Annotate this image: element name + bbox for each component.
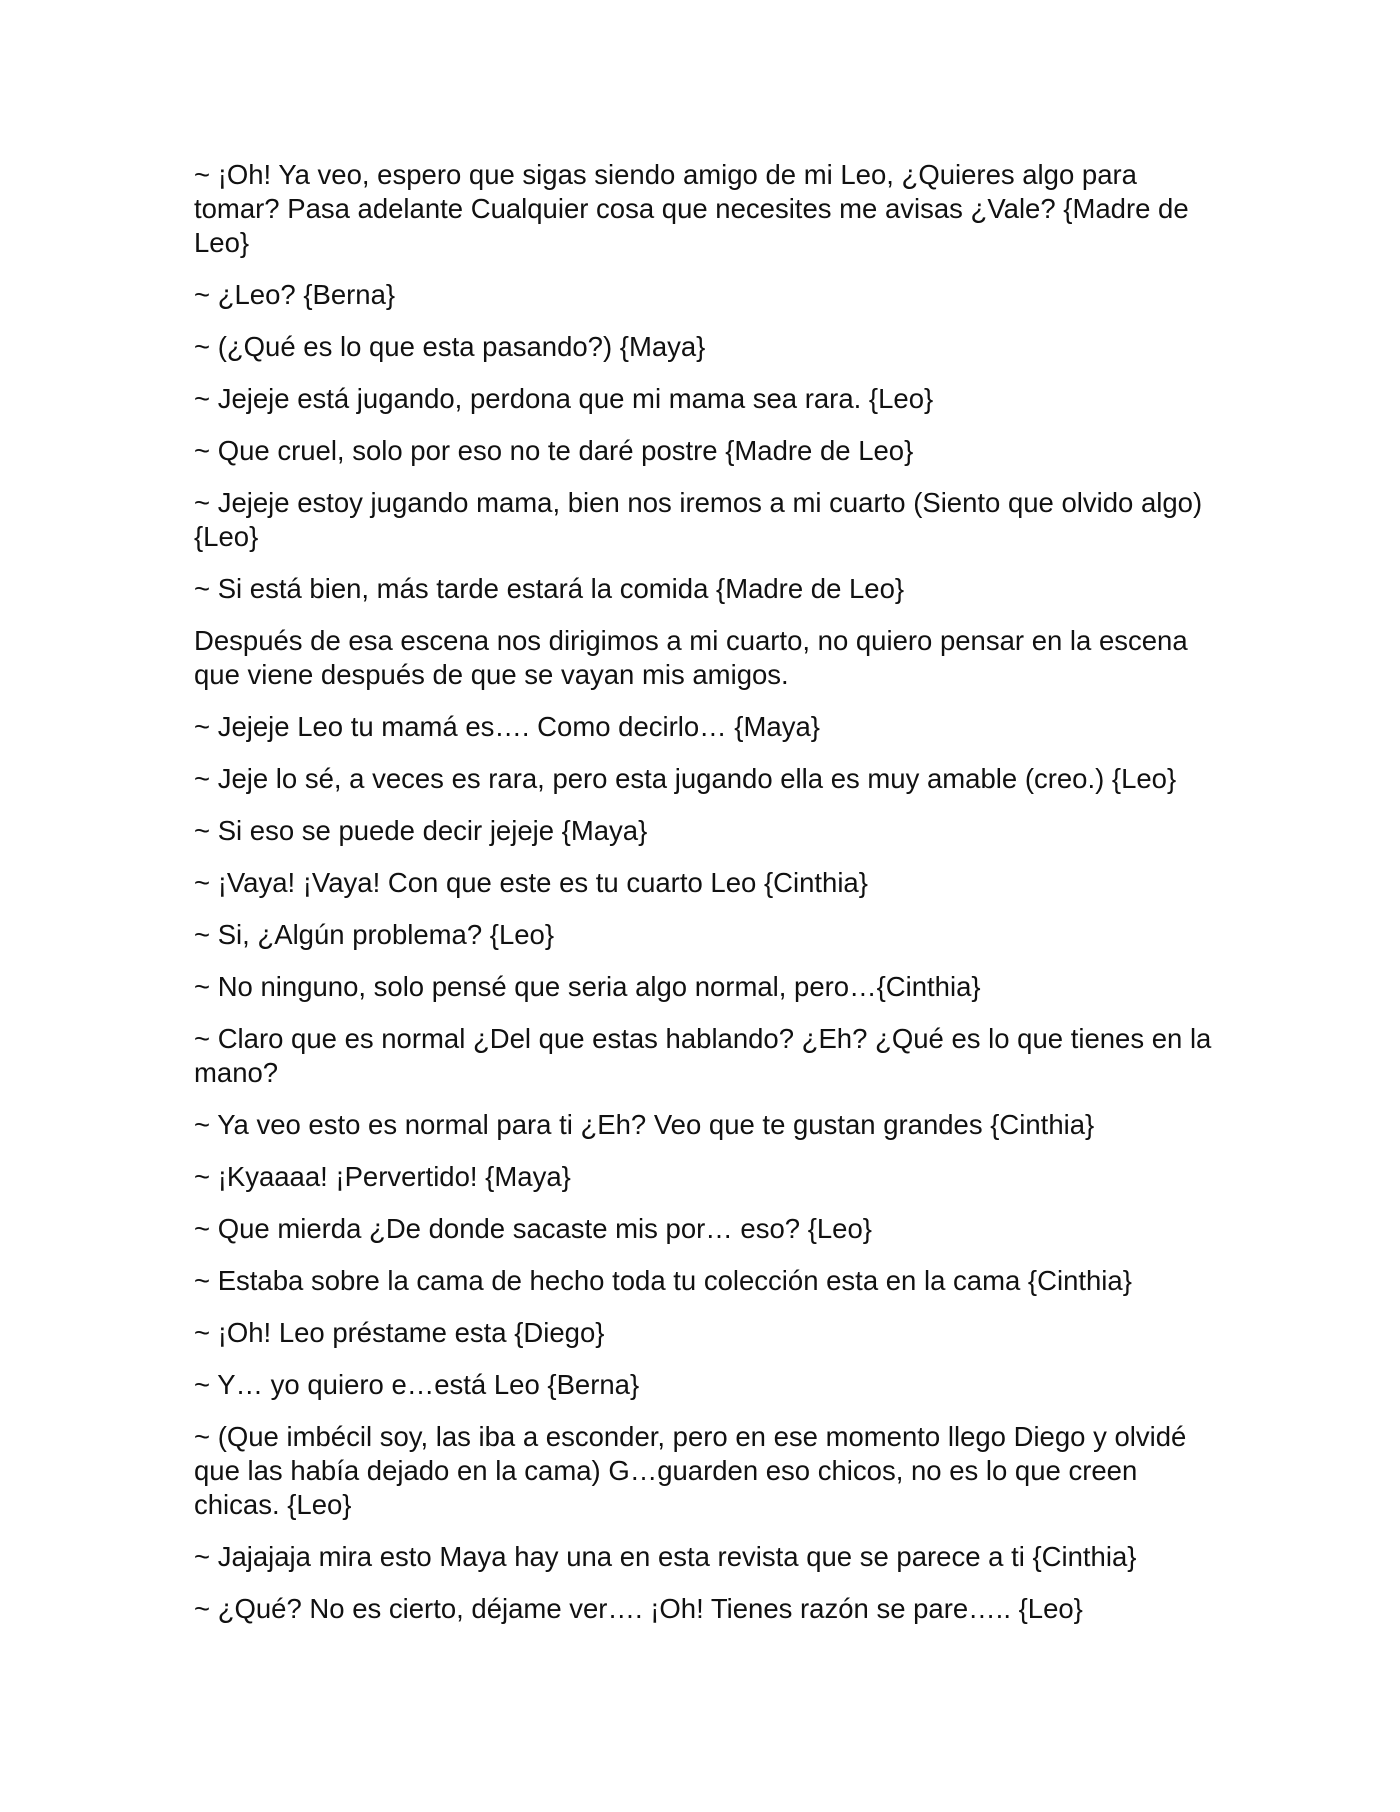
dialogue-paragraph: ~ Si está bien, más tarde estará la comida {Madre de Leo} [194,573,905,604]
dialogue-paragraph: ~ ¡Oh! Ya veo, espero que sigas siendo amigo de mi Leo, ¿Quieres algo para tomar? Pasa adelante Cualquier cosa que necesites me avisas ¿Vale? {Madre de Leo} [194,159,1189,258]
dialogue-paragraph: ~ Jeje lo sé, a veces es rara, pero esta jugando ella es muy amable (creo.) {Leo} [194,763,1177,794]
dialogue-paragraph: ~ (¿Qué es lo que esta pasando?) {Maya} [194,331,706,362]
dialogue-paragraph: ~ Jejeje estoy jugando mama, bien nos iremos a mi cuarto (Siento que olvido algo) {Leo} [194,487,1203,552]
dialogue-paragraph: ~ (Que imbécil soy, las iba a esconder, pero en ese momento llego Diego y olvidé que las había dejado en la cama) G…guarden eso chicos, no es lo que creen chicas. {Leo} [194,1421,1187,1520]
narration-paragraph: Después de esa escena nos dirigimos a mi cuarto, no quiero pensar en la escena que viene después de que se vayan mis amigos. [194,625,1188,690]
dialogue-paragraph: ~ Que cruel, solo por eso no te daré postre {Madre de Leo} [194,435,914,466]
dialogue-paragraph: ~ Y… yo quiero e…está Leo {Berna} [194,1369,640,1400]
dialogue-paragraph: ~ Si eso se puede decir jejeje {Maya} [194,815,648,846]
dialogue-paragraph: ~ Jejeje está jugando, perdona que mi mama sea rara. {Leo} [194,383,934,414]
dialogue-paragraph: ~ ¿Qué? No es cierto, déjame ver…. ¡Oh! Tienes razón se pare….. {Leo} [194,1593,1083,1624]
dialogue-paragraph: ~ Que mierda ¿De donde sacaste mis por… eso? {Leo} [194,1213,872,1244]
dialogue-paragraph: ~ ¡Kyaaaa! ¡Pervertido! {Maya} [194,1161,571,1192]
dialogue-paragraph: ~ No ninguno, solo pensé que seria algo normal, pero…{Cinthia} [194,971,981,1002]
dialogue-paragraph: ~ ¡Oh! Leo préstame esta {Diego} [194,1317,605,1348]
dialogue-paragraph: ~ ¡Vaya! ¡Vaya! Con que este es tu cuarto Leo {Cinthia} [194,867,868,898]
dialogue-paragraph: ~ Si, ¿Algún problema? {Leo} [194,919,555,950]
dialogue-paragraph: ~ Jajajaja mira esto Maya hay una en esta revista que se parece a ti {Cinthia} [194,1541,1137,1572]
dialogue-paragraph: ~ Estaba sobre la cama de hecho toda tu colección esta en la cama {Cinthia} [194,1265,1132,1296]
dialogue-paragraph: ~ Jejeje Leo tu mamá es…. Como decirlo… {Maya} [194,711,820,742]
dialogue-paragraph: ~ Ya veo esto es normal para ti ¿Eh? Veo que te gustan grandes {Cinthia} [194,1109,1095,1140]
dialogue-paragraph: ~ ¿Leo? {Berna} [194,279,396,310]
dialogue-paragraph: ~ Claro que es normal ¿Del que estas hablando? ¿Eh? ¿Qué es lo que tienes en la mano? [194,1023,1212,1088]
document-page [194,158,1214,1644]
